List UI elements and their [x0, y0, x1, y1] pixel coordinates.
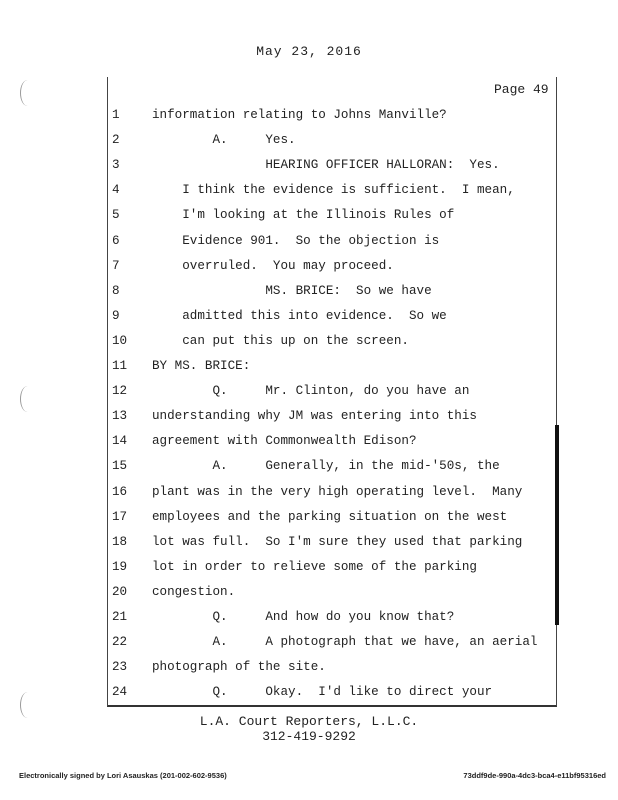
line-number: 14 — [112, 434, 128, 449]
transcript-line — [0, 434, 560, 458]
transcript-line — [0, 560, 560, 584]
line-text: lot in order to relieve some of the parking — [152, 559, 477, 574]
transcript-line — [0, 133, 560, 157]
line-number: 4 — [112, 183, 120, 198]
line-number: 1 — [112, 108, 120, 122]
line-text: MS. BRICE: So we have — [152, 283, 432, 298]
transcript-line — [0, 510, 560, 534]
transcript-line — [0, 384, 560, 408]
line-text: I think the evidence is sufficient. I mean, — [152, 183, 515, 198]
line-number: 3 — [112, 158, 120, 173]
line-text: information relating to Johns Manville? — [152, 108, 447, 122]
line-number: 23 — [112, 660, 128, 675]
line-number: 24 — [112, 685, 128, 700]
line-number: 11 — [112, 359, 128, 373]
line-text: Q. Mr. Clinton, do you have an — [152, 384, 470, 399]
line-number: 19 — [112, 559, 128, 574]
line-text: admitted this into evidence. So we — [152, 308, 447, 323]
transcript-line — [0, 108, 560, 132]
line-text: I'm looking at the Illinois Rules of — [152, 208, 455, 223]
line-number: 9 — [112, 308, 120, 323]
transcript-date: May 23, 2016 — [256, 44, 362, 59]
page-number: Page 49 — [494, 82, 549, 97]
line-text: Q. Okay. I'd like to direct your — [152, 685, 493, 700]
line-text: A. A photograph that we have, an aerial — [152, 635, 538, 650]
line-number: 15 — [112, 459, 128, 474]
line-number: 12 — [112, 384, 128, 399]
line-number: 10 — [112, 333, 128, 348]
line-number: 20 — [112, 584, 128, 599]
line-number: 18 — [112, 534, 128, 549]
line-text: plant was in the very high operating level. Many — [152, 484, 523, 499]
line-number: 5 — [112, 208, 120, 223]
transcript-line — [0, 535, 560, 559]
transcript-line — [0, 635, 560, 659]
transcript-line — [0, 359, 560, 383]
line-number: 7 — [112, 258, 120, 273]
transcript-line — [0, 259, 560, 283]
reporter-phone: 312-419-9292 — [262, 729, 356, 744]
transcript-line — [0, 183, 560, 207]
line-text: A. Yes. — [152, 133, 296, 148]
line-number: 13 — [112, 409, 128, 424]
transcript-line — [0, 685, 560, 709]
line-text: Q. And how do you know that? — [152, 610, 455, 624]
line-text: congestion. — [152, 584, 236, 599]
line-number: 21 — [112, 610, 128, 624]
transcript-line — [0, 459, 560, 483]
line-number: 6 — [112, 233, 120, 248]
line-text: agreement with Commonwealth Edison? — [152, 434, 417, 449]
line-text: lot was full. So I'm sure they used that parking — [152, 534, 523, 549]
line-text: A. Generally, in the mid-'50s, the — [152, 459, 500, 474]
document-id: 73ddf9de-990a-4dc3-bca4-e11bf95316ed — [463, 771, 606, 780]
transcript-line — [0, 334, 560, 358]
line-text: understanding why JM was entering into this — [152, 409, 477, 424]
transcript-line — [0, 409, 560, 433]
line-text: HEARING OFFICER HALLORAN: Yes. — [152, 158, 500, 173]
transcript-line — [0, 660, 560, 684]
reporter-company: L.A. Court Reporters, L.L.C. — [199, 714, 419, 729]
line-text: overruled. You may proceed. — [152, 258, 394, 273]
transcript-line — [0, 208, 560, 232]
transcript-line — [0, 234, 560, 258]
line-text: Evidence 901. So the objection is — [152, 233, 440, 248]
line-number: 17 — [112, 509, 128, 524]
line-text: photograph of the site. — [152, 660, 326, 675]
transcript-line — [0, 309, 560, 333]
line-number: 8 — [112, 283, 120, 298]
line-number: 22 — [112, 635, 128, 650]
transcript-line — [0, 284, 560, 308]
electronic-signature: Electronically signed by Lori Asauskas (201-002-602-9536) — [19, 771, 227, 780]
transcript-line — [0, 585, 560, 609]
line-number: 2 — [112, 133, 120, 148]
line-text: BY MS. BRICE: — [152, 359, 251, 373]
line-number: 16 — [112, 484, 128, 499]
transcript-line — [0, 485, 560, 509]
line-text: employees and the parking situation on the west — [152, 509, 508, 524]
transcript-line — [0, 158, 560, 182]
transcript-line — [0, 610, 560, 634]
hole-punch-top — [20, 80, 35, 106]
line-text: can put this up on the screen. — [152, 333, 409, 348]
